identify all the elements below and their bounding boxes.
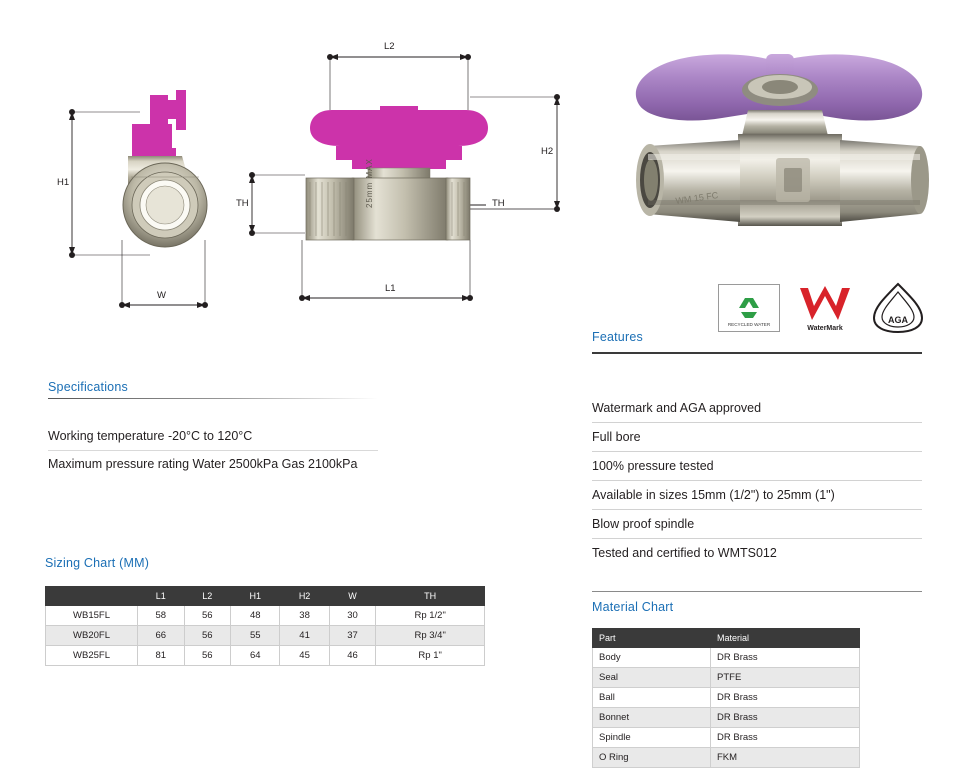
table-header-row (593, 629, 860, 648)
table-row (593, 728, 860, 748)
table-row (46, 646, 485, 666)
cell: Body (593, 648, 711, 668)
sizing-chart-title: Sizing Chart (MM) (45, 556, 150, 570)
dim-label-h1: H1 (57, 177, 70, 188)
cell: Spindle (593, 728, 711, 748)
svg-text:WM 15 FC: WM 15 FC (674, 190, 719, 206)
cell: 56 (184, 606, 231, 626)
cell: WB25FL (46, 646, 138, 666)
table-row (593, 708, 860, 728)
sizing-chart-section (45, 556, 485, 666)
feature-item: Available in sizes 15mm (1/2") to 25mm (1") (592, 488, 835, 502)
cell: 38 (280, 606, 329, 626)
column-header: Material (711, 629, 860, 648)
cell: FKM (711, 748, 860, 768)
table-row (593, 748, 860, 768)
feature-item: Tested and certified to WMTS012 (592, 546, 777, 560)
features-section (592, 330, 922, 592)
features-title: Features (592, 330, 643, 344)
material-chart-section (592, 600, 860, 768)
watermark-badge (794, 282, 856, 332)
cell: DR Brass (711, 648, 860, 668)
cell: 58 (138, 606, 185, 626)
dim-label-l1: L1 (385, 283, 396, 294)
material-chart-table (592, 628, 860, 768)
watermark-label: WaterMark (807, 325, 843, 332)
dim-label-th-right: TH (492, 198, 505, 209)
cell: DR Brass (711, 688, 860, 708)
cell: 55 (231, 626, 280, 646)
certification-badges (718, 282, 933, 334)
cell: 45 (280, 646, 329, 666)
column-header: H2 (280, 587, 329, 606)
cell: PTFE (711, 668, 860, 688)
table-row (593, 688, 860, 708)
material-chart-title: Material Chart (592, 600, 674, 614)
cell: Ball (593, 688, 711, 708)
feature-item: 100% pressure tested (592, 459, 714, 473)
cell: 48 (231, 606, 280, 626)
cell: DR Brass (711, 728, 860, 748)
dim-label-w: W (157, 290, 166, 301)
specifications-rule (48, 398, 378, 399)
column-header (46, 587, 138, 606)
specification-item: Working temperature -20°C to 120°C (48, 429, 253, 443)
cell: 41 (280, 626, 329, 646)
cell: 66 (138, 626, 185, 646)
table-row (46, 606, 485, 626)
aga-label: AGA (888, 315, 908, 325)
cell: 37 (329, 626, 376, 646)
dim-label-h2: H2 (541, 146, 554, 157)
drawing-svg (0, 0, 590, 330)
cell: O Ring (593, 748, 711, 768)
column-header: TH (376, 587, 485, 606)
cell: 56 (184, 646, 231, 666)
dim-label-th-left: TH (236, 198, 249, 209)
recycled-water-badge (718, 284, 780, 332)
cell: Rp 1/2" (376, 606, 485, 626)
specification-item: Maximum pressure rating Water 2500kPa Gas 2100kPa (48, 457, 358, 471)
dim-label-l2: L2 (384, 41, 395, 52)
cell: Rp 3/4" (376, 626, 485, 646)
body-marking-text: 25mm MAX (365, 158, 374, 208)
cell: 46 (329, 646, 376, 666)
feature-item: Watermark and AGA approved (592, 401, 762, 415)
sizing-chart-table (45, 586, 485, 666)
cell: Seal (593, 668, 711, 688)
technical-drawings (0, 0, 590, 330)
cell: WB20FL (46, 626, 138, 646)
specifications-title: Specifications (48, 380, 128, 394)
column-header: H1 (231, 587, 280, 606)
table-row (46, 626, 485, 646)
cell: DR Brass (711, 708, 860, 728)
column-header: L1 (138, 587, 185, 606)
cell: Rp 1" (376, 646, 485, 666)
feature-item: Full bore (592, 430, 641, 444)
cell: 56 (184, 626, 231, 646)
cell: 81 (138, 646, 185, 666)
column-header: Part (593, 629, 711, 648)
table-header-row (46, 587, 485, 606)
cell: 64 (231, 646, 280, 666)
aga-badge (868, 282, 930, 334)
cell: 30 (329, 606, 376, 626)
recycled-water-label: RECYCLED WATER (727, 322, 771, 327)
table-row (593, 648, 860, 668)
product-photo-svg (590, 18, 963, 318)
table-row (593, 668, 860, 688)
features-rule (592, 352, 922, 354)
cell: WB15FL (46, 606, 138, 626)
feature-item: Blow proof spindle (592, 517, 695, 531)
column-header: L2 (184, 587, 231, 606)
features-bottom-rule (592, 591, 922, 592)
specifications-section (48, 380, 378, 478)
product-photo (590, 18, 963, 318)
column-header: W (329, 587, 376, 606)
cell: Bonnet (593, 708, 711, 728)
